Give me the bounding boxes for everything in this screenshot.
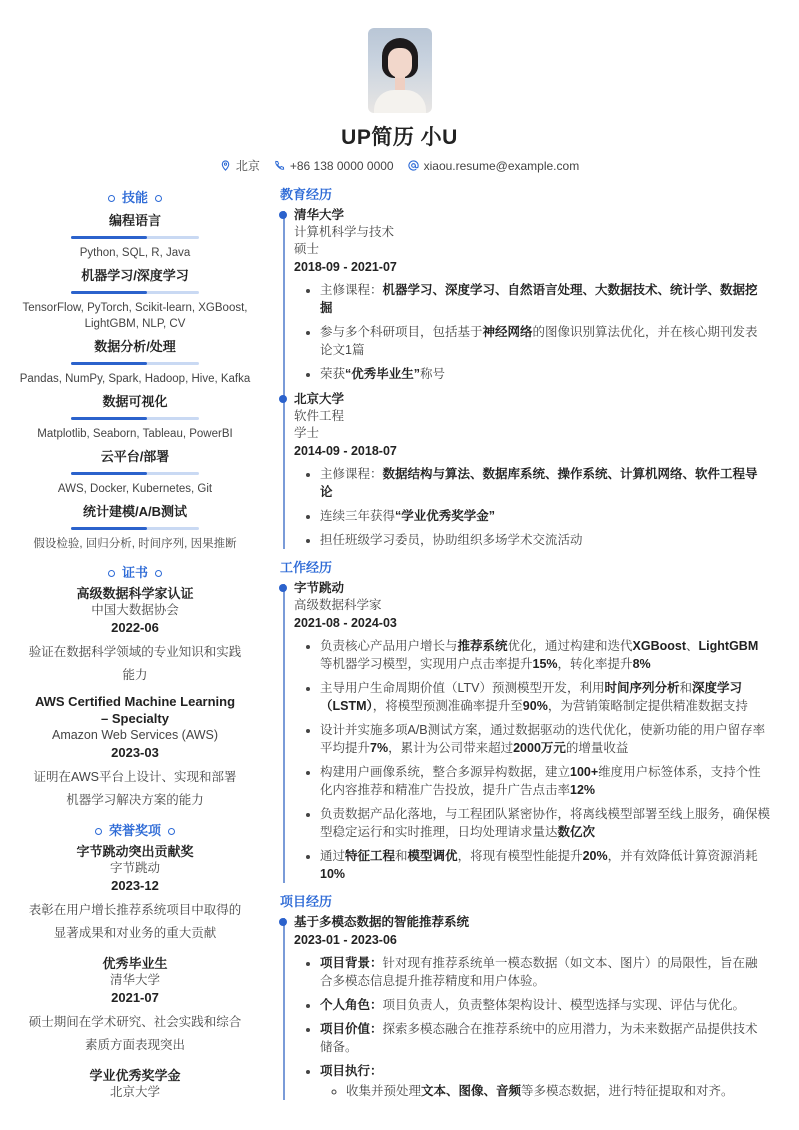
right-column	[280, 184, 770, 1108]
bullet-item: • 个人角色：项目负责人，负责整体架构设计、模型选择与实现、评估与优化。	[320, 996, 770, 1014]
bullet-list	[294, 954, 770, 1100]
contact-info	[0, 157, 799, 174]
bullet-item: • 荣获“优秀毕业生”称号	[320, 365, 770, 383]
timeline-dot-icon	[279, 211, 287, 219]
projects-section-title: 项目经历	[280, 894, 333, 909]
skill-item: 统计建模/A/B测试 假设检验, 回归分析, 时间序列, 因果推断	[33, 504, 237, 550]
skill-item: 数据可视化 Matplotlib, Seaborn, Tableau, PowerBI	[37, 394, 233, 440]
honors-section-title: 荣誉奖项	[0, 820, 270, 839]
work-entry: 字节跳动 高级数据科学家 2021-08 - 2024-03 • 负责核心产品用户增长与推荐系统优化，通过构建和迭代XGBoost、LightGBM等机器学习模型，实现用户点击率提升15%，转化率提升8% • 主导用户生命周期价值（LTV）预测模型开发，利用时间序列分析和深度学习（LSTM），将模型预测准确率提升至90%，为营销策略制定提供精准数据支持 • 设计并实施多项A/B测试方案，通过数据驱动的迭代优化，使新功能的用户留存率平均提升7%，累计为公司带来超过2000万元的增量收益 • 构建用户画像系统，整合多源异构数据，建立100+维度用户标签体系，支持个性化内容推荐和精准广告投放，提升广告点击率12% • 负责数据产品化落地，与工程团队紧密协作，将离线模型部署至线上服务，确保模型稳定运行和实时推理，日均处理请求量达数亿次 • 通过特征工程和模型调优，将现有模型性能提升20%，并有效降低计算资源消耗10%	[294, 580, 770, 883]
bullet-item: • 连续三年获得“学业优秀奖学金”	[320, 507, 770, 525]
honor-item: 学业优秀奖学金 北京大学	[89, 1068, 181, 1099]
bullet-item: • 项目执行： ◦ 收集并预处理文本、图像、音频等多模态数据，进行特征提取和对齐。	[320, 1062, 770, 1100]
skill-level-bar	[71, 236, 199, 239]
timeline-dot-icon	[279, 584, 287, 592]
bullet-item: • 负责核心产品用户增长与推荐系统优化，通过构建和迭代XGBoost、LightGBM等机器学习模型，实现用户点击率提升15%，转化率提升8%	[320, 637, 770, 673]
work-timeline	[280, 580, 770, 883]
certificate-item: 高级数据科学家认证 中国大数据协会 2022-06 验证在数据科学领域的专业知识和实践能力	[28, 586, 242, 682]
resume-header	[0, 0, 799, 174]
skill-level-bar	[71, 472, 199, 475]
sub-bullet-item: ◦ 收集并预处理文本、图像、音频等多模态数据，进行特征提取和对齐。	[346, 1082, 770, 1100]
skill-item: 数据分析/处理 Pandas, NumPy, Spark, Hadoop, Hive, Kafka	[19, 339, 251, 385]
education-section-title: 教育经历	[280, 187, 333, 202]
bullet-list	[294, 465, 770, 549]
bullet-item: • 主修课程：数据结构与算法、数据库系统、操作系统、计算机网络、软件工程导论	[320, 465, 770, 501]
bullet-list	[294, 281, 770, 383]
work-section-title: 工作经历	[280, 560, 333, 575]
bullet-list	[294, 637, 770, 883]
bullet-item: • 主修课程：机器学习、深度学习、自然语言处理、大数据技术、统计学、数据挖掘	[320, 281, 770, 317]
contact-location: 北京	[220, 157, 260, 174]
project-timeline	[280, 914, 770, 1100]
map-pin-icon	[220, 160, 231, 171]
bullet-item: • 通过特征工程和模型调优，将现有模型性能提升20%，并有效降低计算资源消耗10%	[320, 847, 770, 883]
skills-section-title: 技能	[0, 187, 270, 206]
education-entry: 清华大学 计算机科学与技术 硕士 2018-09 - 2021-07 • 主修课程：机器学习、深度学习、自然语言处理、大数据技术、统计学、数据挖掘 • 参与多个科研项目，包括基于神经网络的图像识别算法优化，并在核心期刊发表论文1篇 • 荣获“优秀毕业生”称号	[294, 207, 770, 383]
project-entry: 基于多模态数据的智能推荐系统 2023-01 - 2023-06 • 项目背景：针对现有推荐系统单一模态数据（如文本、图片）的局限性，旨在融合多模态信息提升推荐精度和用户体验。 • 个人角色：项目负责人，负责整体架构设计、模型选择与实现、评估与优化。 • 项目价值：探索多模态融合在推荐系统中的应用潜力，为未来数据产品提供技术储备。 • 项目执行： ◦ 收集并预处理文本、图像、音频等多模态数据，进行特征提取和对齐。	[294, 914, 770, 1100]
skill-item: 编程语言 Python, SQL, R, Java	[0, 210, 270, 261]
timeline-dot-icon	[279, 918, 287, 926]
skill-level-bar	[71, 527, 199, 530]
bullet-item: • 负责数据产品化落地，与工程团队紧密协作，将离线模型部署至线上服务，确保模型稳定运行和实时推理，日均处理请求量达数亿次	[320, 805, 770, 841]
bullet-item: • 参与多个科研项目，包括基于神经网络的图像识别算法优化，并在核心期刊发表论文1篇	[320, 323, 770, 359]
bullet-item: • 构建用户画像系统，整合多源异构数据，建立100+维度用户标签体系，支持个性化内容推荐和精准广告投放，提升广告点击率12%	[320, 763, 770, 799]
at-icon	[408, 160, 419, 171]
contact-email: xiaou.resume@example.com	[408, 157, 580, 174]
skill-level-bar	[71, 291, 199, 294]
candidate-name: UP简历 小U	[341, 126, 458, 149]
skill-item: 机器学习/深度学习 TensorFlow, PyTorch, Scikit-learn, XGBoost, LightGBM, NLP, CV	[22, 268, 248, 330]
bullet-item: • 项目背景：针对现有推荐系统单一模态数据（如文本、图片）的局限性，旨在融合多模态信息提升推荐精度和用户体验。	[320, 954, 770, 990]
timeline-dot-icon	[279, 395, 287, 403]
education-entry: 北京大学 软件工程 学士 2014-09 - 2018-07 • 主修课程：数据结构与算法、数据库系统、操作系统、计算机网络、软件工程导论 • 连续三年获得“学业优秀奖学金” • 担任班级学习委员，协助组织多场学术交流活动	[294, 391, 770, 549]
education-timeline	[280, 207, 770, 549]
bullet-item: • 设计并实施多项A/B测试方案，通过数据驱动的迭代优化，使新功能的用户留存率平均提升7%，累计为公司带来超过2000万元的增量收益	[320, 721, 770, 757]
contact-phone: +86 138 0000 0000	[274, 157, 394, 174]
bullet-item: • 主导用户生命周期价值（LTV）预测模型开发，利用时间序列分析和深度学习（LSTM），将模型预测准确率提升至90%，为营销策略制定提供精准数据支持	[320, 679, 770, 715]
skill-level-bar	[71, 362, 199, 365]
skill-level-bar	[71, 417, 199, 420]
phone-icon	[274, 160, 285, 171]
left-column	[0, 184, 270, 1107]
certificate-item: AWS Certified Machine Learning – Specialty Amazon Web Services (AWS) 2023-03 证明在AWS平台上设计、实现和部署机器学习解决方案的能力	[33, 694, 237, 807]
skill-item: 云平台/部署 AWS, Docker, Kubernetes, Git	[57, 449, 213, 495]
certificates-section-title: 证书	[0, 562, 270, 581]
bullet-item: • 担任班级学习委员，协助组织多场学术交流活动	[320, 531, 770, 549]
honor-item: 优秀毕业生 清华大学 2021-07 硕士期间在学术研究、社会实践和综合素质方面表现突出	[28, 956, 242, 1052]
honor-item: 字节跳动突出贡献奖 字节跳动 2023-12 表彰在用户增长推荐系统项目中取得的显著成果和对业务的重大贡献	[28, 844, 242, 940]
profile-photo	[368, 28, 432, 113]
bullet-item: • 项目价值：探索多模态融合在推荐系统中的应用潜力，为未来数据产品提供技术储备。	[320, 1020, 770, 1056]
